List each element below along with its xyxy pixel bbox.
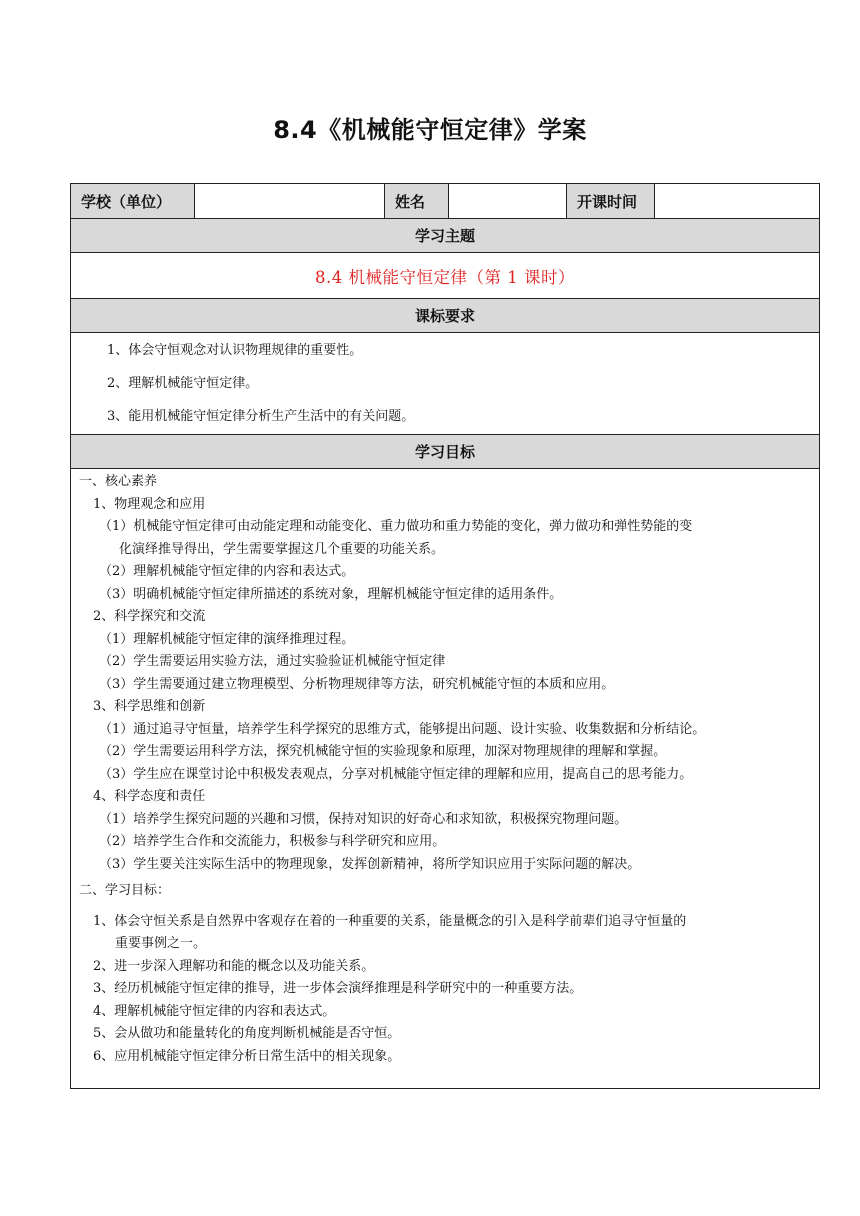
objective-item: （2）学生需要运用实验方法，通过实验验证机械能守恒定律 [99,654,446,669]
topic-header: 学习主题 [71,219,820,253]
goal-item: 6、应用机械能守恒定律分析日常生活中的相关现象。 [93,1048,401,1064]
goal-item: 3、经历机械能守恒定律的推导，进一步体会演绎推理是科学研究中的一种重要方法。 [93,981,583,996]
class-time-value-field[interactable] [655,184,820,219]
goal-item: 4、理解机械能守恒定律的内容和表达式。 [93,1003,336,1019]
objective-item: （1）理解机械能守恒定律的演绎推理过程。 [99,631,355,647]
objective-item: （1）通过追寻守恒量，培养学生科学探究的思维方式，能够提出问题、设计实验、收集数据和分析结论。 [99,721,706,737]
group-title: 2、科学探究和交流 [93,609,206,624]
objective-item: （3）学生需要通过建立物理模型、分析物理规律等方法，研究机械能守恒的本质和应用。 [99,676,615,692]
school-label: 学校（单位） [71,184,195,219]
name-value-field[interactable] [449,184,567,219]
objective-item-continued: 化演绎推导得出，学生需要掌握这几个重要的功能关系。 [119,541,445,557]
study-plan-table [70,183,820,1089]
requirements-body [71,333,820,435]
objective-item: （1）机械能守恒定律可由动能定理和动能变化、重力做功和重力势能的变化，弹力做功和弹性势能的变 [99,519,693,534]
objective-item: （3）明确机械能守恒定律所描述的系统对象，理解机械能守恒定律的适用条件。 [99,586,563,602]
objectives-body [71,469,820,1089]
section-heading: 一、核心素养 [79,474,158,489]
info-row [71,184,820,219]
objective-item: （2）培养学生合作和交流能力，积极参与科学研究和应用。 [99,834,446,849]
topic-value: 8.4 机械能守恒定律（第 1 课时） [71,253,820,299]
requirements-header: 课标要求 [71,299,820,333]
section-heading: 二、学习目标： [79,883,171,898]
goal-item: 1、体会守恒关系是自然界中客观存在着的一种重要的关系，能量概念的引入是科学前辈们追寻守恒量的 [93,913,687,929]
objective-item: （1）培养学生探究问题的兴趣和习惯，保持对知识的好奇心和求知欲，积极探究物理问题。 [99,811,628,827]
group-title: 4、科学态度和责任 [93,789,206,804]
goal-item: 5、会从做功和能量转化的角度判断机械能是否守恒。 [93,1026,401,1041]
goal-item-continued: 重要事例之一。 [115,936,207,951]
group-title: 3、科学思维和创新 [93,699,206,714]
objective-item: （3）学生应在课堂讨论中积极发表观点，分享对机械能守恒定律的理解和应用，提高自己的思考能力。 [99,766,693,782]
requirement-item: 1、体会守恒观念对认识物理规律的重要性。 [107,343,363,358]
requirement-item: 3、能用机械能守恒定律分析生产生活中的有关问题。 [107,409,415,424]
objective-item: （2）学生需要运用科学方法，探究机械能守恒的实验现象和原理，加深对物理规律的理解和掌握。 [99,744,667,759]
requirement-item: 2、理解机械能守恒定律。 [107,376,259,391]
class-time-label: 开课时间 [567,184,655,219]
name-label: 姓名 [385,184,449,219]
school-value-field[interactable] [195,184,385,219]
objective-item: （3）学生要关注实际生活中的物理现象，发挥创新精神，将所学知识应用于实际问题的解决。 [99,856,641,872]
page-title: 8.4《机械能守恒定律》学案 [273,116,587,144]
objectives-header: 学习目标 [71,435,820,469]
goal-item: 2、进一步深入理解功和能的概念以及功能关系。 [93,958,375,974]
group-title: 1、物理观念和应用 [93,496,206,512]
objective-item: （2）理解机械能守恒定律的内容和表达式。 [99,564,355,579]
